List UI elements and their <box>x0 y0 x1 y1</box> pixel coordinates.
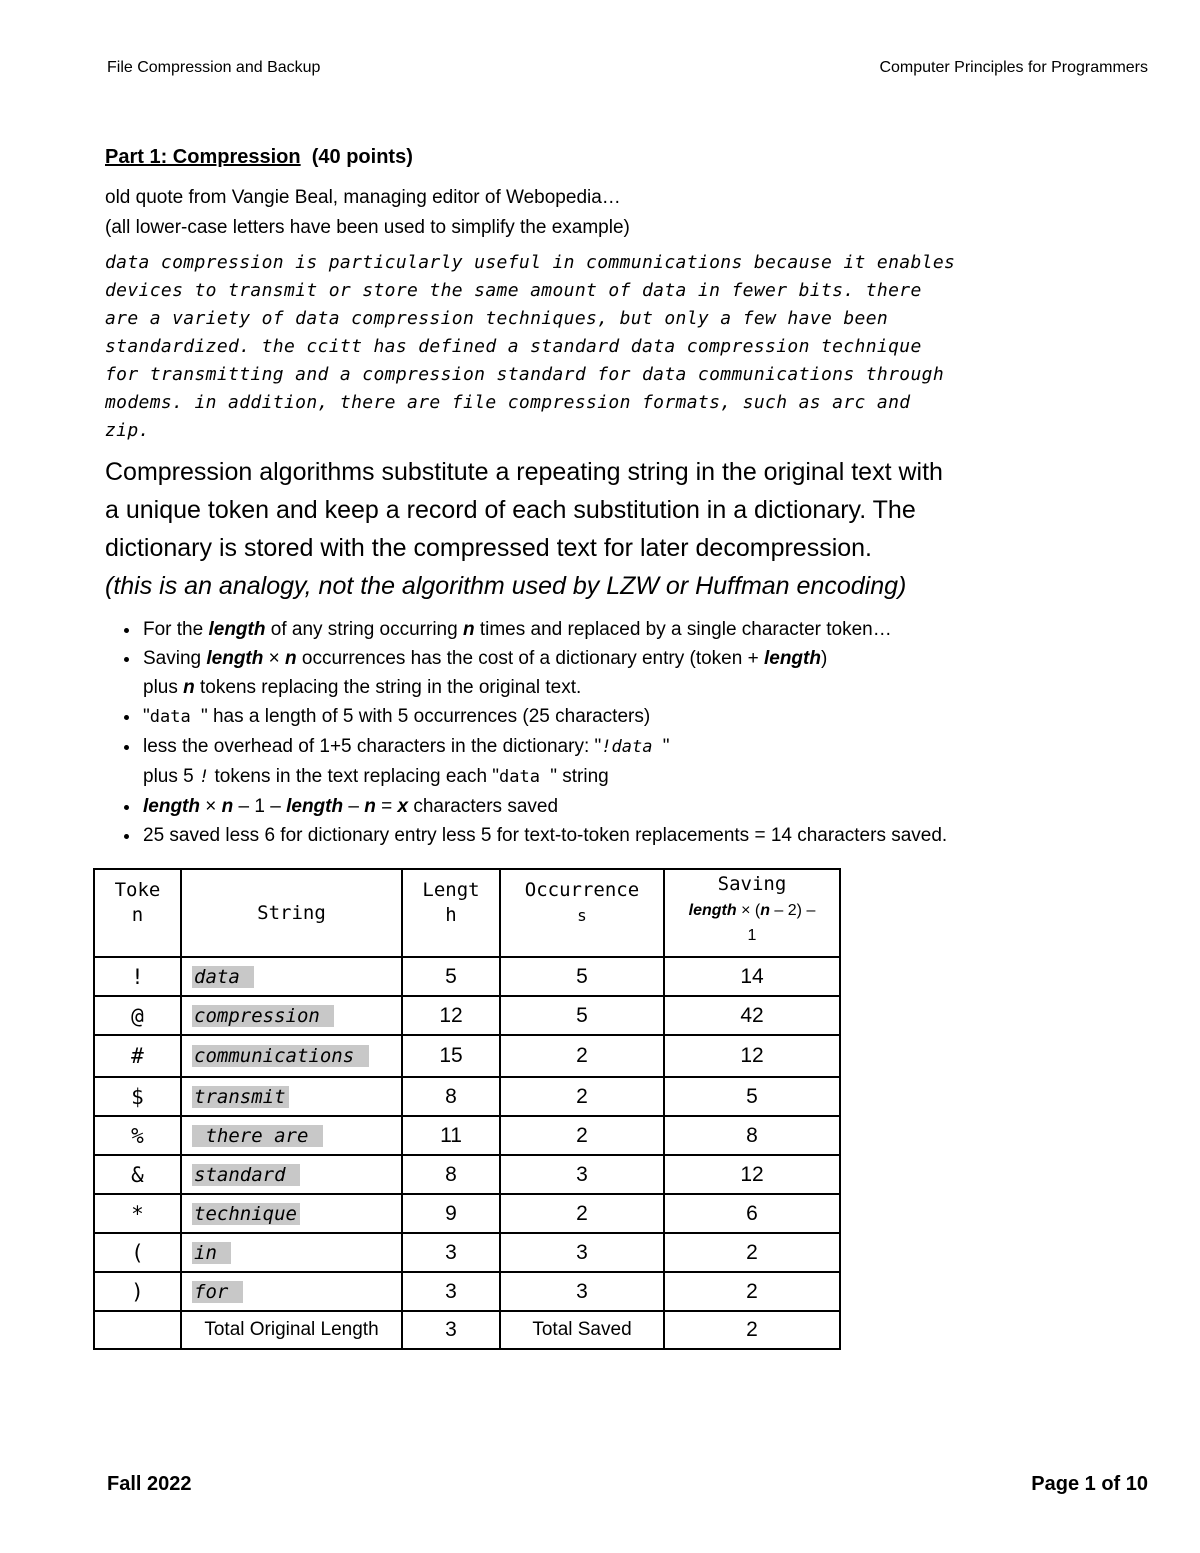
header-saving: Saving length × (n – 2) – 1 <box>664 869 840 957</box>
occurrences-cell: 3 <box>500 1155 664 1194</box>
part-title <box>105 146 1105 169</box>
token-cell: * <box>94 1194 181 1233</box>
string-highlight: standard <box>192 1164 300 1186</box>
token-cell: ) <box>94 1272 181 1311</box>
occurrences-cell: 2 <box>500 1194 664 1233</box>
explanation-line: dictionary is stored with the compressed text for later decompression. <box>105 534 873 562</box>
token-cell: ! <box>94 957 181 996</box>
occurrences-cell: 5 <box>500 996 664 1035</box>
length-cell: 11 <box>402 1116 500 1155</box>
string-cell <box>181 1035 402 1077</box>
bullet-item: • Saving length × n occurrences has the cost of a dictionary entry (token + length) plus n tokens replacing the string in the original text. <box>141 644 1105 702</box>
header-length: Lengt h <box>402 869 500 957</box>
saving-cell: 14 <box>664 957 840 996</box>
bullet-item: • For the length of any string occurring n times and replaced by a single character token… <box>141 615 1105 644</box>
occurrences-cell: 3 <box>500 1233 664 1272</box>
total-length-value: 3 <box>402 1311 500 1349</box>
table-row <box>94 1155 840 1194</box>
page-content <box>105 146 1105 850</box>
string-cell <box>181 1155 402 1194</box>
table-row <box>94 1272 840 1311</box>
saving-cell: 2 <box>664 1233 840 1272</box>
table-row <box>94 1194 840 1233</box>
length-cell: 8 <box>402 1155 500 1194</box>
bullet-item: • 25 saved less 6 for dictionary entry less 5 for text-to-token replacements = 14 characters saved. <box>141 821 1105 850</box>
length-cell: 3 <box>402 1233 500 1272</box>
length-cell: 12 <box>402 996 500 1035</box>
string-highlight: for <box>192 1281 243 1303</box>
bullet-item: • "data " has a length of 5 with 5 occurrences (25 characters) <box>141 702 1105 732</box>
total-length-label: Total Original Length <box>181 1311 402 1349</box>
string-cell <box>181 996 402 1035</box>
string-highlight: in <box>192 1242 231 1264</box>
length-cell: 15 <box>402 1035 500 1077</box>
string-highlight: there are <box>192 1125 323 1147</box>
string-cell <box>181 1233 402 1272</box>
length-cell: 8 <box>402 1077 500 1116</box>
explanation-line: a unique token and keep a record of each substitution in a dictionary. The <box>105 496 916 524</box>
table-row <box>94 1233 840 1272</box>
occurrences-cell: 5 <box>500 957 664 996</box>
string-cell <box>181 1116 402 1155</box>
analogy-note: (this is an analogy, not the algorithm used by LZW or Huffman encoding) <box>105 572 907 600</box>
saving-cell: 12 <box>664 1035 840 1077</box>
table-total-row <box>94 1311 840 1349</box>
quote-line: for transmitting and a compression standard for data communications through <box>105 364 945 385</box>
string-highlight: compression <box>192 1005 334 1027</box>
saving-cell: 12 <box>664 1155 840 1194</box>
intro <box>105 183 1105 243</box>
occurrences-cell: 3 <box>500 1272 664 1311</box>
token-cell: @ <box>94 996 181 1035</box>
explanation <box>105 453 1105 605</box>
quote-line: zip. <box>105 420 150 441</box>
quote-line: devices to transmit or store the same amount of data in fewer bits. there <box>105 280 922 301</box>
header-string: String <box>181 869 402 957</box>
string-highlight: transmit <box>192 1086 289 1108</box>
quote-line: are a variety of data compression techniques, but only a few have been <box>105 308 889 329</box>
saving-cell: 6 <box>664 1194 840 1233</box>
string-cell <box>181 1077 402 1116</box>
bullet-list <box>105 615 1105 850</box>
occurrences-cell: 2 <box>500 1077 664 1116</box>
intro-line-2: (all lower-case letters have been used to simplify the example) <box>105 217 630 238</box>
occurrences-cell: 2 <box>500 1035 664 1077</box>
saving-cell: 8 <box>664 1116 840 1155</box>
table-header-row <box>94 869 840 957</box>
token-cell: # <box>94 1035 181 1077</box>
string-highlight: technique <box>192 1203 300 1225</box>
string-highlight: data <box>192 966 254 988</box>
table-row <box>94 996 840 1035</box>
saving-cell: 2 <box>664 1272 840 1311</box>
part-title-text: Part 1: Compression <box>105 146 301 168</box>
token-cell: & <box>94 1155 181 1194</box>
table-row <box>94 1116 840 1155</box>
header-token: Toke n <box>94 869 181 957</box>
footer-left: Fall 2022 <box>107 1473 192 1495</box>
string-cell <box>181 957 402 996</box>
header-occurrences: Occurrence s <box>500 869 664 957</box>
quote-line: modems. in addition, there are file compression formats, such as arc and <box>105 392 911 413</box>
bullet-item: • length × n – 1 – length – n = x characters saved <box>141 792 1105 821</box>
footer-right: Page 1 of 10 <box>1031 1473 1148 1495</box>
header-right: Computer Principles for Programmers <box>879 59 1148 76</box>
length-cell: 5 <box>402 957 500 996</box>
token-table <box>93 868 841 1350</box>
token-cell: % <box>94 1116 181 1155</box>
intro-line-1: old quote from Vangie Beal, managing editor of Webopedia… <box>105 187 621 208</box>
table-row <box>94 1035 840 1077</box>
string-highlight: communications <box>192 1045 369 1067</box>
token-cell: ( <box>94 1233 181 1272</box>
occurrences-cell: 2 <box>500 1116 664 1155</box>
table-row <box>94 1077 840 1116</box>
saving-cell: 5 <box>664 1077 840 1116</box>
total-saved-label: Total Saved <box>500 1311 664 1349</box>
quote-line: data compression is particularly useful in communications because it enables <box>105 252 956 273</box>
header-left: File Compression and Backup <box>107 59 321 76</box>
quote-line: standardized. the ccitt has defined a standard data compression technique <box>105 336 922 357</box>
total-empty-cell <box>94 1311 181 1349</box>
saving-cell: 42 <box>664 996 840 1035</box>
part-points: (40 points) <box>311 146 413 168</box>
explanation-line: Compression algorithms substitute a repeating string in the original text with <box>105 458 943 486</box>
length-cell: 3 <box>402 1272 500 1311</box>
quote-block <box>105 249 1105 445</box>
bullet-item: • less the overhead of 1+5 characters in the dictionary: "!data " plus 5 ! tokens in the text replacing each "data " string <box>141 732 1105 792</box>
total-saved-value: 2 <box>664 1311 840 1349</box>
table-row <box>94 957 840 996</box>
token-cell: $ <box>94 1077 181 1116</box>
length-cell: 9 <box>402 1194 500 1233</box>
string-cell <box>181 1194 402 1233</box>
string-cell <box>181 1272 402 1311</box>
